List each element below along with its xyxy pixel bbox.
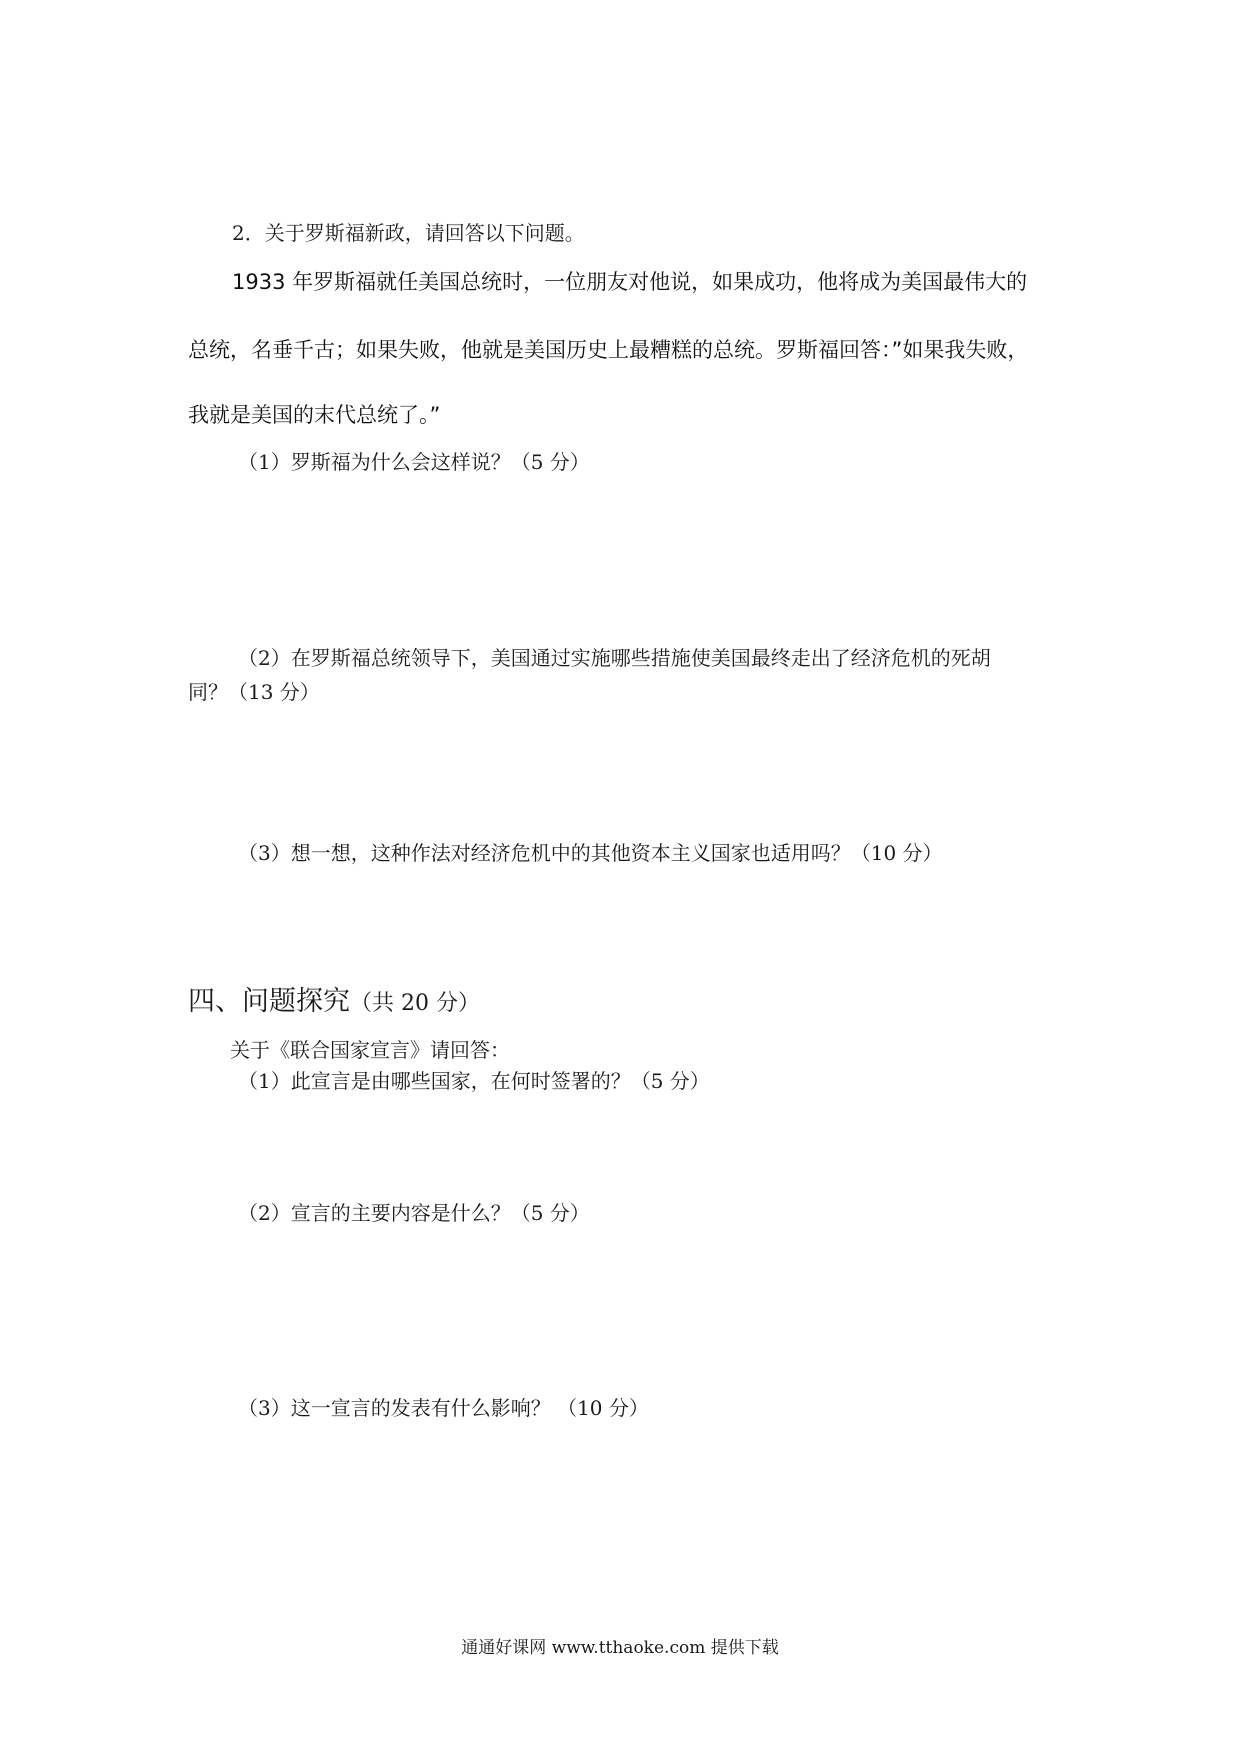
section-4-item-1: （1）此宣言是由哪些国家，在何时签署的？（5 分） bbox=[238, 1069, 710, 1093]
passage-line-1: 1933 年罗斯福就任美国总统时，一位朋友对他说，如果成功，他将成为美国最伟大的 bbox=[232, 270, 1028, 294]
question-2-sub-1: （1）罗斯福为什么会这样说？（5 分） bbox=[238, 450, 590, 474]
question-2-intro: 2．关于罗斯福新政，请回答以下问题。 bbox=[232, 221, 585, 245]
section-4-heading bbox=[188, 988, 480, 1015]
passage-line-3: 我就是美国的末代总统了。” bbox=[188, 403, 441, 427]
section-4-intro: 关于《联合国家宣言》请回答： bbox=[230, 1038, 510, 1062]
page-footer: 通通好课网 www.tthaoke.com 提供下载 bbox=[461, 1638, 779, 1658]
question-2-sub-2-line-1: （2）在罗斯福总统领导下，美国通过实施哪些措施使美国最终走出了经济危机的死胡 bbox=[238, 646, 991, 670]
section-4-item-2: （2）宣言的主要内容是什么？（5 分） bbox=[238, 1201, 590, 1225]
section-4-title: 四、问题探究 bbox=[188, 986, 350, 1017]
section-4-item-3: （3）这一宣言的发表有什么影响？ （10 分） bbox=[238, 1396, 649, 1420]
passage-line-2: 总统，名垂千古；如果失败，他就是美国历史上最糟糕的总统。罗斯福回答：”如果我失败， bbox=[188, 338, 1029, 362]
section-4-score: （共 20 分） bbox=[350, 991, 480, 1016]
question-2-sub-3: （3）想一想，这种作法对经济危机中的其他资本主义国家也适用吗？（10 分） bbox=[238, 841, 943, 865]
question-2-sub-2-line-2: 同？（13 分） bbox=[188, 680, 320, 704]
